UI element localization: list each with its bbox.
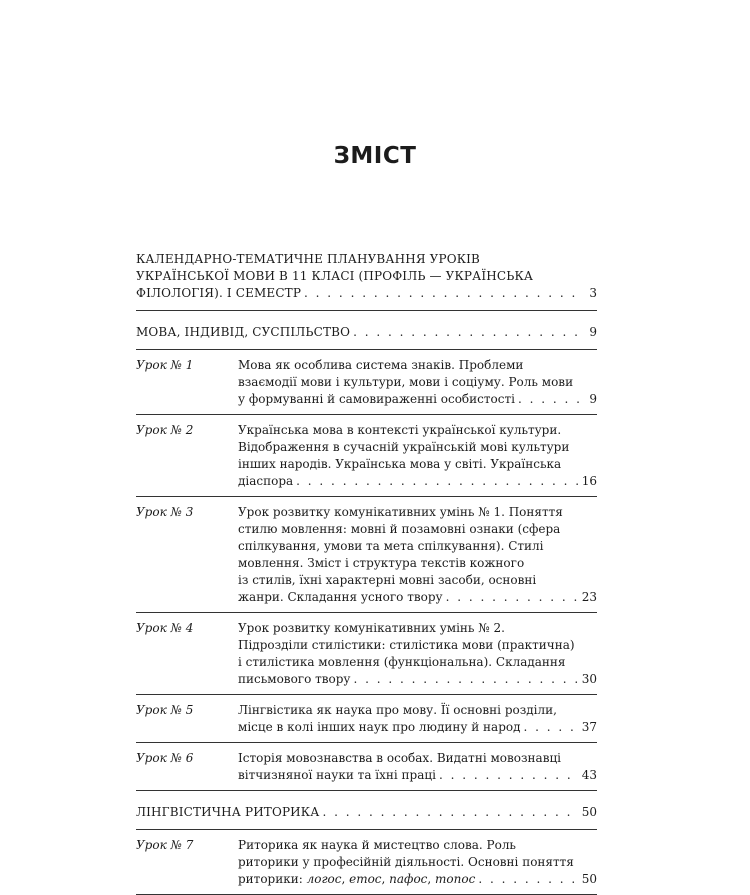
dot-leader [439,767,579,784]
lesson-label: Урок № 3 [136,505,194,519]
lesson-line: вітчизняної науки та їхні праці [238,768,436,782]
lesson-line: Урок розвитку комунікативних умінь № 1. Поняття [238,505,563,519]
lesson-line: Риторика як наука й мистецтво слова. Роль [238,838,516,852]
toc-lesson-6[interactable] [136,743,597,790]
lesson-line: Відображення в сучасній українській мові культури [238,440,570,454]
dot-leader [322,804,578,821]
toc-lesson-3[interactable] [136,497,597,612]
dot-leader [353,671,578,688]
table-of-contents [136,251,597,895]
lesson-label: Урок № 7 [136,838,194,852]
lesson-line: місце в колі інших наук про людину й народ [238,720,521,734]
page-title: ЗМІСТ [333,143,417,169]
dot-leader [446,589,579,606]
page-number: 30 [581,672,597,686]
separator: , [427,872,436,886]
separator: , [381,872,390,886]
lesson-line: у формуванні й самовираженні особистості [238,392,515,406]
term: топос [435,872,476,886]
lesson-line: Підрозділи стилістики: стилістика мови (практична) [238,638,575,652]
lesson-line: риторики у професійній діяльності. Основні поняття [238,855,574,869]
lesson-line: із стилів, їхні характерні мовні засоби, основні [238,573,537,587]
term: логос [306,872,342,886]
toc-section-line: ФІЛОЛОГІЯ). І СЕМЕСТР [136,286,302,300]
lesson-label: Урок № 4 [136,621,194,635]
separator: , [341,872,350,886]
dot-leader [296,473,579,490]
dot-leader [518,391,580,408]
page-number: 9 [589,325,597,339]
lesson-line [238,871,475,888]
lesson-line: взаємодії мови і культури, мови і соціуму. Роль мови [238,375,574,389]
lesson-label: Урок № 1 [136,358,194,372]
lesson-label: Урок № 5 [136,703,194,717]
toc-lesson-4[interactable] [136,613,597,694]
page-number: 50 [581,805,597,819]
toc-lesson-5[interactable] [136,695,597,742]
lesson-label: Урок № 2 [136,423,194,437]
page-number: 43 [581,768,597,782]
dot-leader [478,871,578,888]
dot-leader [304,285,580,302]
lesson-line: інших народів. Українська мова у світі. Українська [238,457,562,471]
page-number: 50 [581,872,597,886]
lesson-line: письмового твору [238,672,351,686]
lesson-line-prefix: риторики: [238,872,307,886]
page-number: 9 [589,392,597,406]
lesson-line: спілкування, умови та мета спілкування). Стилі [238,539,544,553]
page-number: 16 [581,474,597,488]
lesson-line: Лінгвістика як наука про мову. Її основні розділи, [238,703,557,717]
lesson-line: стилю мовлення: мовні й позамовні ознаки (сфера [238,522,561,536]
lesson-line: Мова як особлива система знаків. Проблеми [238,358,524,372]
lesson-line: жанри. Складання усного твору [238,590,443,604]
toc-section-language[interactable] [136,311,597,349]
toc-lesson-7[interactable] [136,830,597,894]
dot-leader [353,324,580,341]
toc-section-planning[interactable] [136,251,597,310]
lesson-line: і стилістика мовлення (функціональна). Складання [238,655,566,669]
lesson-line: діаспора [238,474,294,488]
lesson-line: Урок розвитку комунікативних умінь № 2. [238,621,505,635]
toc-lesson-2[interactable] [136,415,597,496]
dot-leader [524,719,579,736]
page-number: 37 [581,720,597,734]
term: етос [349,872,382,886]
term: пафос [389,872,428,886]
lesson-line: мовлення. Зміст і структура текстів кожного [238,556,525,570]
toc-section-line: УКРАЇНСЬКОЇ МОВИ В 11 КЛАСІ (ПРОФІЛЬ — УКРАЇНСЬКА [136,269,534,283]
toc-lesson-1[interactable] [136,350,597,414]
lesson-line: Українська мова в контексті української культури. [238,423,562,437]
toc-section-title: ЛІНГВІСТИЧНА РИТОРИКА [136,805,320,819]
lesson-line: Історія мовознавства в особах. Видатні мовознавці [238,751,562,765]
toc-section-line: КАЛЕНДАРНО-ТЕМАТИЧНЕ ПЛАНУВАННЯ УРОКІВ [136,252,480,266]
toc-section-rhetoric[interactable] [136,791,597,829]
page-number: 3 [589,286,597,300]
lesson-label: Урок № 6 [136,751,194,765]
page-number: 23 [581,590,597,604]
toc-section-title: МОВА, ІНДИВІД, СУСПІЛЬСТВО [136,325,351,339]
